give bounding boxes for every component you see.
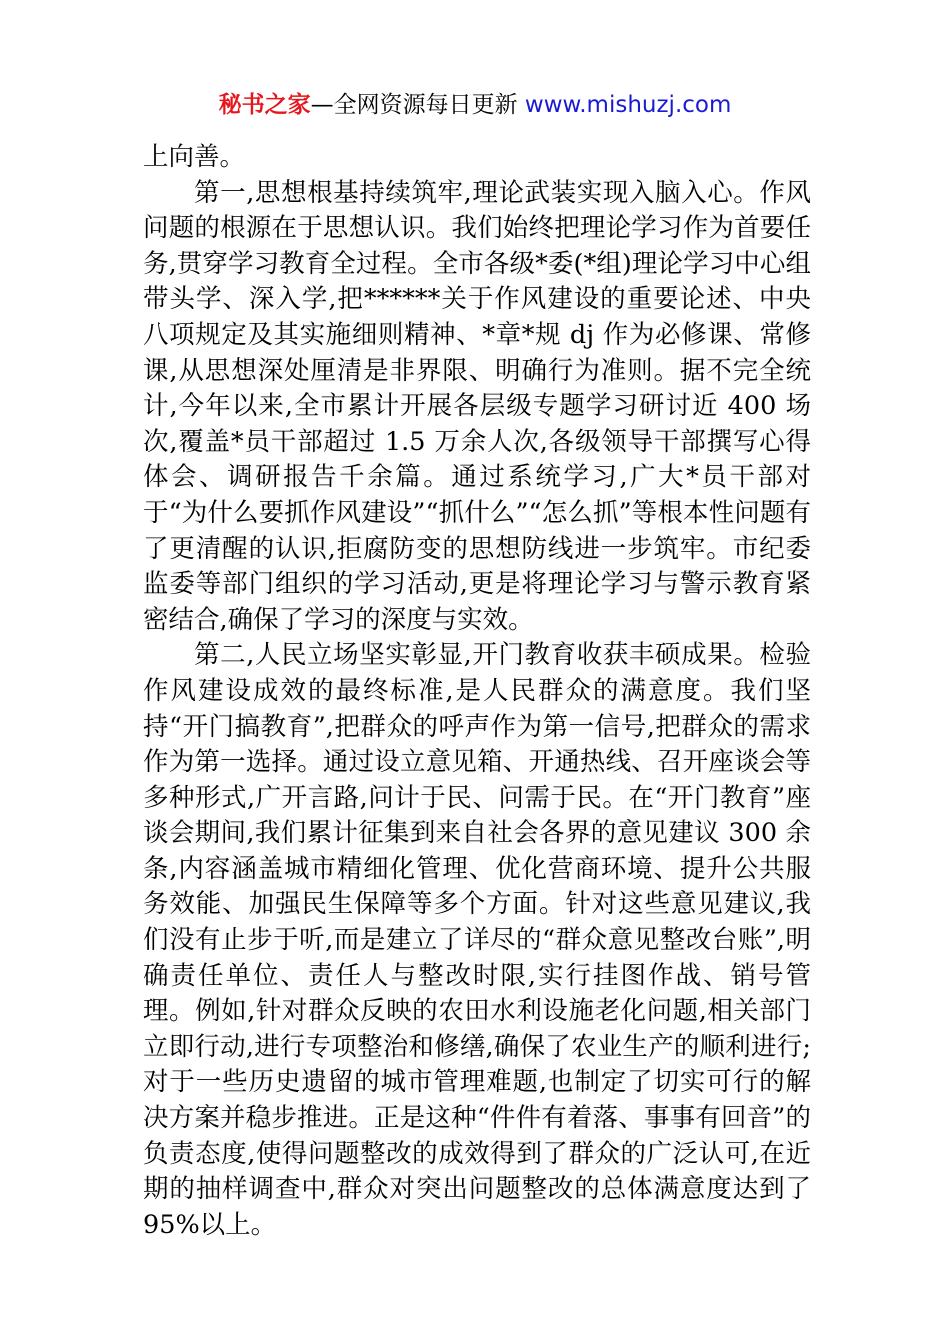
paragraph-continuation: 上向善。 [143, 142, 246, 172]
paragraph-first-point: 第一,思想根基持续筑牢,理论武装实现入脑入心。作风问题的根源在于思想认识。我们始终把理论学习作为首要任务,贯穿学习教育全过程。全市各级*委(*组)理论学习中心组带头学、深入学,把******关于作风建设的重要论述、中央八项规定及其实施细则精神、*章*规 dj 作为必修课、常修课,从思想深处厘清是非界限、明确行为准则。据不完全统计,今年以来,全市累计开展各层级专题学习研讨近 400 场次,覆盖*员干部超过 1.5 万余人次,各级领导干部撰写心得体会、调研报告千余篇。通过系统学习,广大*员干部对于“为什么要抓作风建设”“抓什么”“怎么抓”等根本性问题有了更清醒的认识,拒腐防变的思想防线进一步筑牢。市纪委监委等部门组织的学习活动,更是将理论学习与警示教育紧密结合,确保了学习的深度与实效。 [143, 177, 811, 635]
site-url-link[interactable]: www.mishuzj.com [524, 92, 732, 118]
header-tagline: —全网资源每日更新 [310, 92, 525, 118]
site-name: 秘书之家 [218, 92, 311, 118]
page-header [0, 88, 950, 122]
paragraph-second-point: 第二,人民立场坚实彰显,开门教育收获丰硕成果。检验作风建设成效的最终标准,是人民群众的满意度。我们坚持“开门搞教育”,把群众的呼声作为第一信号,把群众的需求作为第一选择。通过设立意见箱、开通热线、召开座谈会等多种形式,广开言路,问计于民、问需于民。在“开门教育”座谈会期间,我们累计征集到来自社会各界的意见建议 300 余条,内容涵盖城市精细化管理、优化营商环境、提升公共服务效能、加强民生保障等多个方面。针对这些意见建议,我们没有止步于听,而是建立了详尽的“群众意见整改台账”,明确责任单位、责任人与整改时限,实行挂图作战、销号管理。例如,针对群众反映的农田水利设施老化问题,相关部门立即行动,进行专项整治和修缮,确保了农业生产的顺利进行;对于一些历史遗留的城市管理难题,也制定了切实可行的解决方案并稳步推进。正是这种“件件有着落、事事有回音”的负责态度,使得问题整改的成效得到了群众的广泛认可,在近期的抽样调查中,群众对突出问题整改的总体满意度达到了 95%以上。 [143, 640, 811, 1240]
document-body [143, 140, 811, 1243]
